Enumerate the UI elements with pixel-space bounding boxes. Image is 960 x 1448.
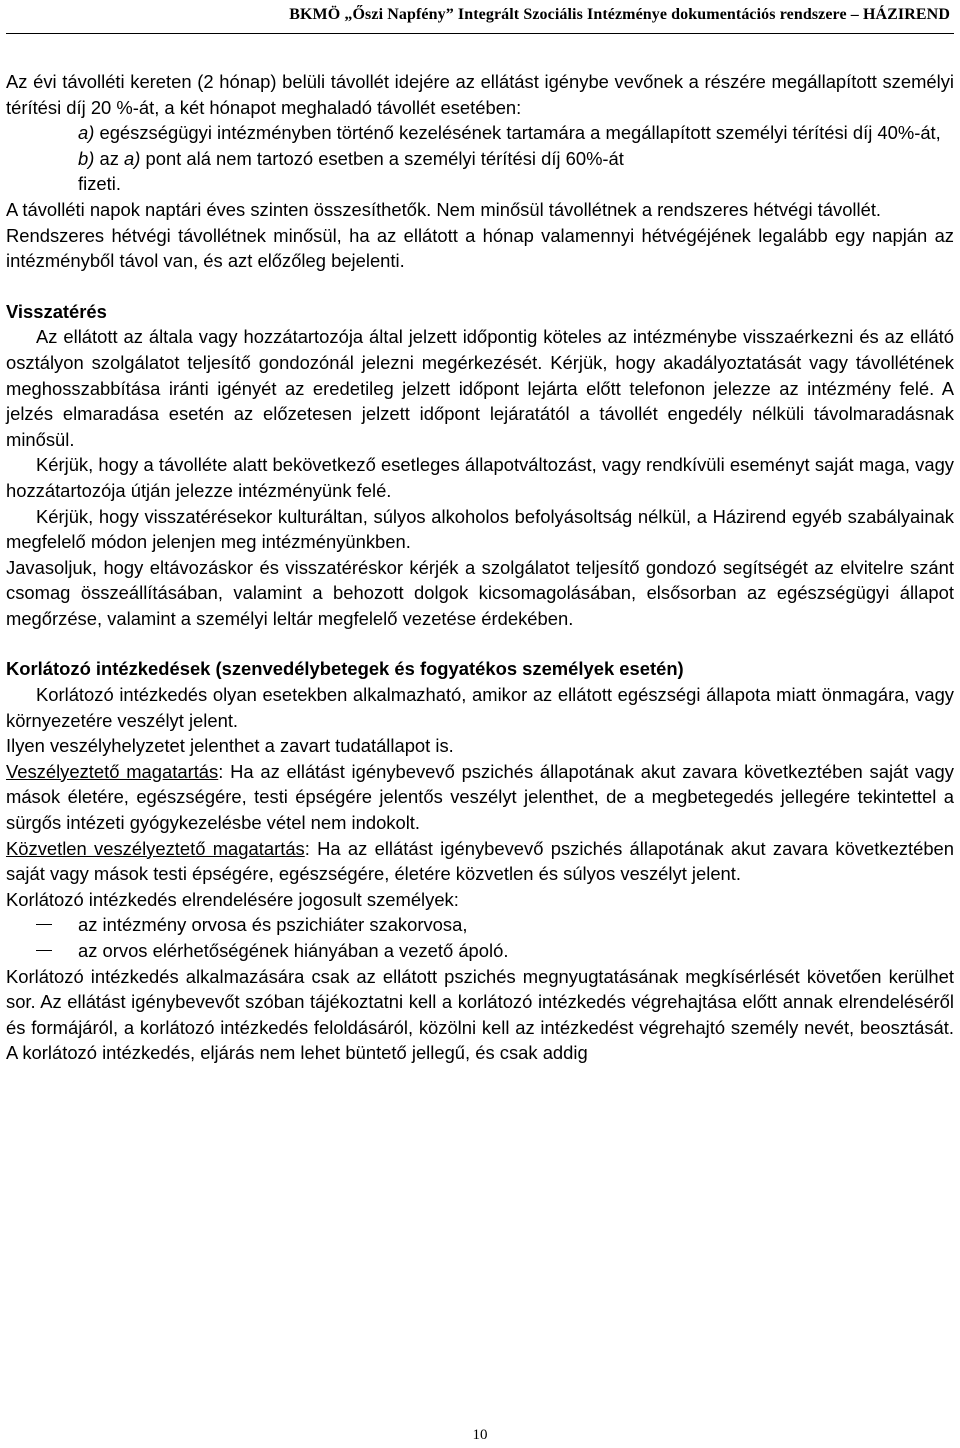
list-item-text: az orvos elérhetőségének hiányában a vezető ápoló. [78,940,509,961]
list-item-b [6,146,954,172]
heading-korlatozo: Korlátozó intézkedések (szenvedélybetegek és fogyatékos személyek esetén) [6,658,684,680]
list-text-b-2: pont alá nem tartozó esetben a személyi térítési díj 60%-át [140,147,624,169]
header-rule [6,33,954,34]
paragraph-restraint-application: Korlátozó intézkedés alkalmazására csak az ellátott pszichés megnyugtatásának megkísérlését követően kerülhet sor. Az ellátást igénybevevőt szóban tájékoztatni kell a korlátozó intézkedés végrehajtása előtt annak elrendeléséről és formájáról, a korlátozó intézkedés feloldásáról, közölni kell az intézkedést végrehajtó személy nevét, beosztását. A korlátozó intézkedés, eljárás nem lehet büntető jellegű, és csak addig [6,965,954,1064]
paragraph-restraint-1: Korlátozó intézkedés olyan esetekben alkalmazható, amikor az ellátott egészségi állapota miatt önmagára, vagy környezetére veszélyt jelent. [6,684,954,731]
document-body [6,69,954,1066]
list-ref-a: a) [124,147,141,169]
paragraph-fizeti: fizeti. [78,173,121,195]
paragraph-dangerous-behaviour [6,759,954,836]
paragraph-return-4: Javasoljuk, hogy eltávozáskor és visszatéréskor kérjék a szolgálatot teljesítő gondozó segítségét az elvitelre szánt csomag összeállításában, valamint a behozott dolgok kicsomagolásában, elsősorban az egészségügyi állapot megőrzése, valamint a személyi leltár megfelelő vezetése érdekében. [6,556,954,629]
paragraph-aggregation: A távolléti napok naptári éves szinten összesíthetők. Nem minősül távollétnek a rendszeres hétvégi távollét. [6,198,882,220]
list-label-a: a) [78,122,95,144]
paragraph-authorized-persons: Korlátozó intézkedés elrendelésére jogosult személyek: [6,888,459,910]
list-label-b: b) [78,147,95,169]
term-dangerous-behaviour: Veszélyeztető magatartás [6,760,219,782]
page-header: BKMÖ „Őszi Napfény” Integrált Szociális Intézménye dokumentációs rendszere – HÁZIREND [289,6,950,23]
list-item-a [6,120,954,146]
paragraph-direct-danger [6,836,954,887]
definition-direct-danger: : Ha az ellátást igénybevevő pszichés állapotának akut zavara következtében saját vagy mások testi épségére, egészségére, életére közvetlen és súlyos veszélyt jelent. [6,837,955,885]
list-item-text: az intézmény orvosa és pszichiáter szakorvosa, [78,914,468,936]
spacer [6,631,954,656]
paragraph-return-1: Az ellátott az általa vagy hozzátartozója által jelzett időpontig köteles az intézménybe visszaérkezni és az ellátó osztályon szolgálatot teljesítő gondozónál jelezni megérkezését. Kérjük, hogy akadályoztatását vagy távollétének meghosszabbítása iránti igényét az eredetileg jelzett időpont lejárta előtt telefonon jelezze az intézmény felé. A jelzés elmaradása esetén az előzetesen jelzett időpont lejáratától a távollét engedély nélküli távolmaradásnak minősül. [6,326,954,450]
definition-dangerous-behaviour: : Ha az ellátást igénybevevő pszichés állapotának akut zavara következtében saját vagy mások életére, egészségére, testi épségére jelentős veszélyt jelenthet, de a megbetegedés jellegére tekintettel a sürgős intézeti gyógykezelésbe vétel nem indokolt. [6,760,954,834]
dash-bullet-icon [36,924,52,925]
spacer [6,274,954,299]
paragraph-restraint-2: Ilyen veszélyhelyzetet jelenthet a zavart tudatállapot is. [6,735,454,757]
list-text-b-1: az [94,147,125,169]
term-direct-danger: Közvetlen veszélyeztető magatartás [6,837,305,859]
paragraph-return-2: Kérjük, hogy a távolléte alatt bekövetkező esetleges állapotváltozást, vagy rendkívüli eseményt saját maga, vagy hozzátartozója útján jelezze intézményünk felé. [6,454,954,501]
dash-bullet-icon [36,950,52,951]
page-number: 10 [472,1427,488,1443]
list-item [6,912,954,938]
paragraph-return-3: Kérjük, hogy visszatérésekor kulturáltan, súlyos alkoholos befolyásoltság nélkül, a Házirend egyéb szabályainak megfelelő módon jelenjen meg intézményünkben. [6,505,954,553]
heading-visszateres: Visszatérés [6,300,107,322]
paragraph-absence-fee: Az évi távolléti kereten (2 hónap) belüli távollét idejére az ellátást igénybe vevőnek a részére megállapított személyi térítési díj 20 %-át, a két hónapot meghaladó távollét esetében: [6,71,954,118]
list-text-a: egészségügyi intézményben történő kezelésének tartamára a megállapított személyi térítési díj 40%-át, [94,122,941,144]
list-item [6,938,954,964]
paragraph-weekend-absence: Rendszeres hétvégi távollétnek minősül, ha az ellátott a hónap valamennyi hétvégéjének legalább egy napján az intézményből távol van, és azt előzőleg bejelenti. [6,224,954,272]
